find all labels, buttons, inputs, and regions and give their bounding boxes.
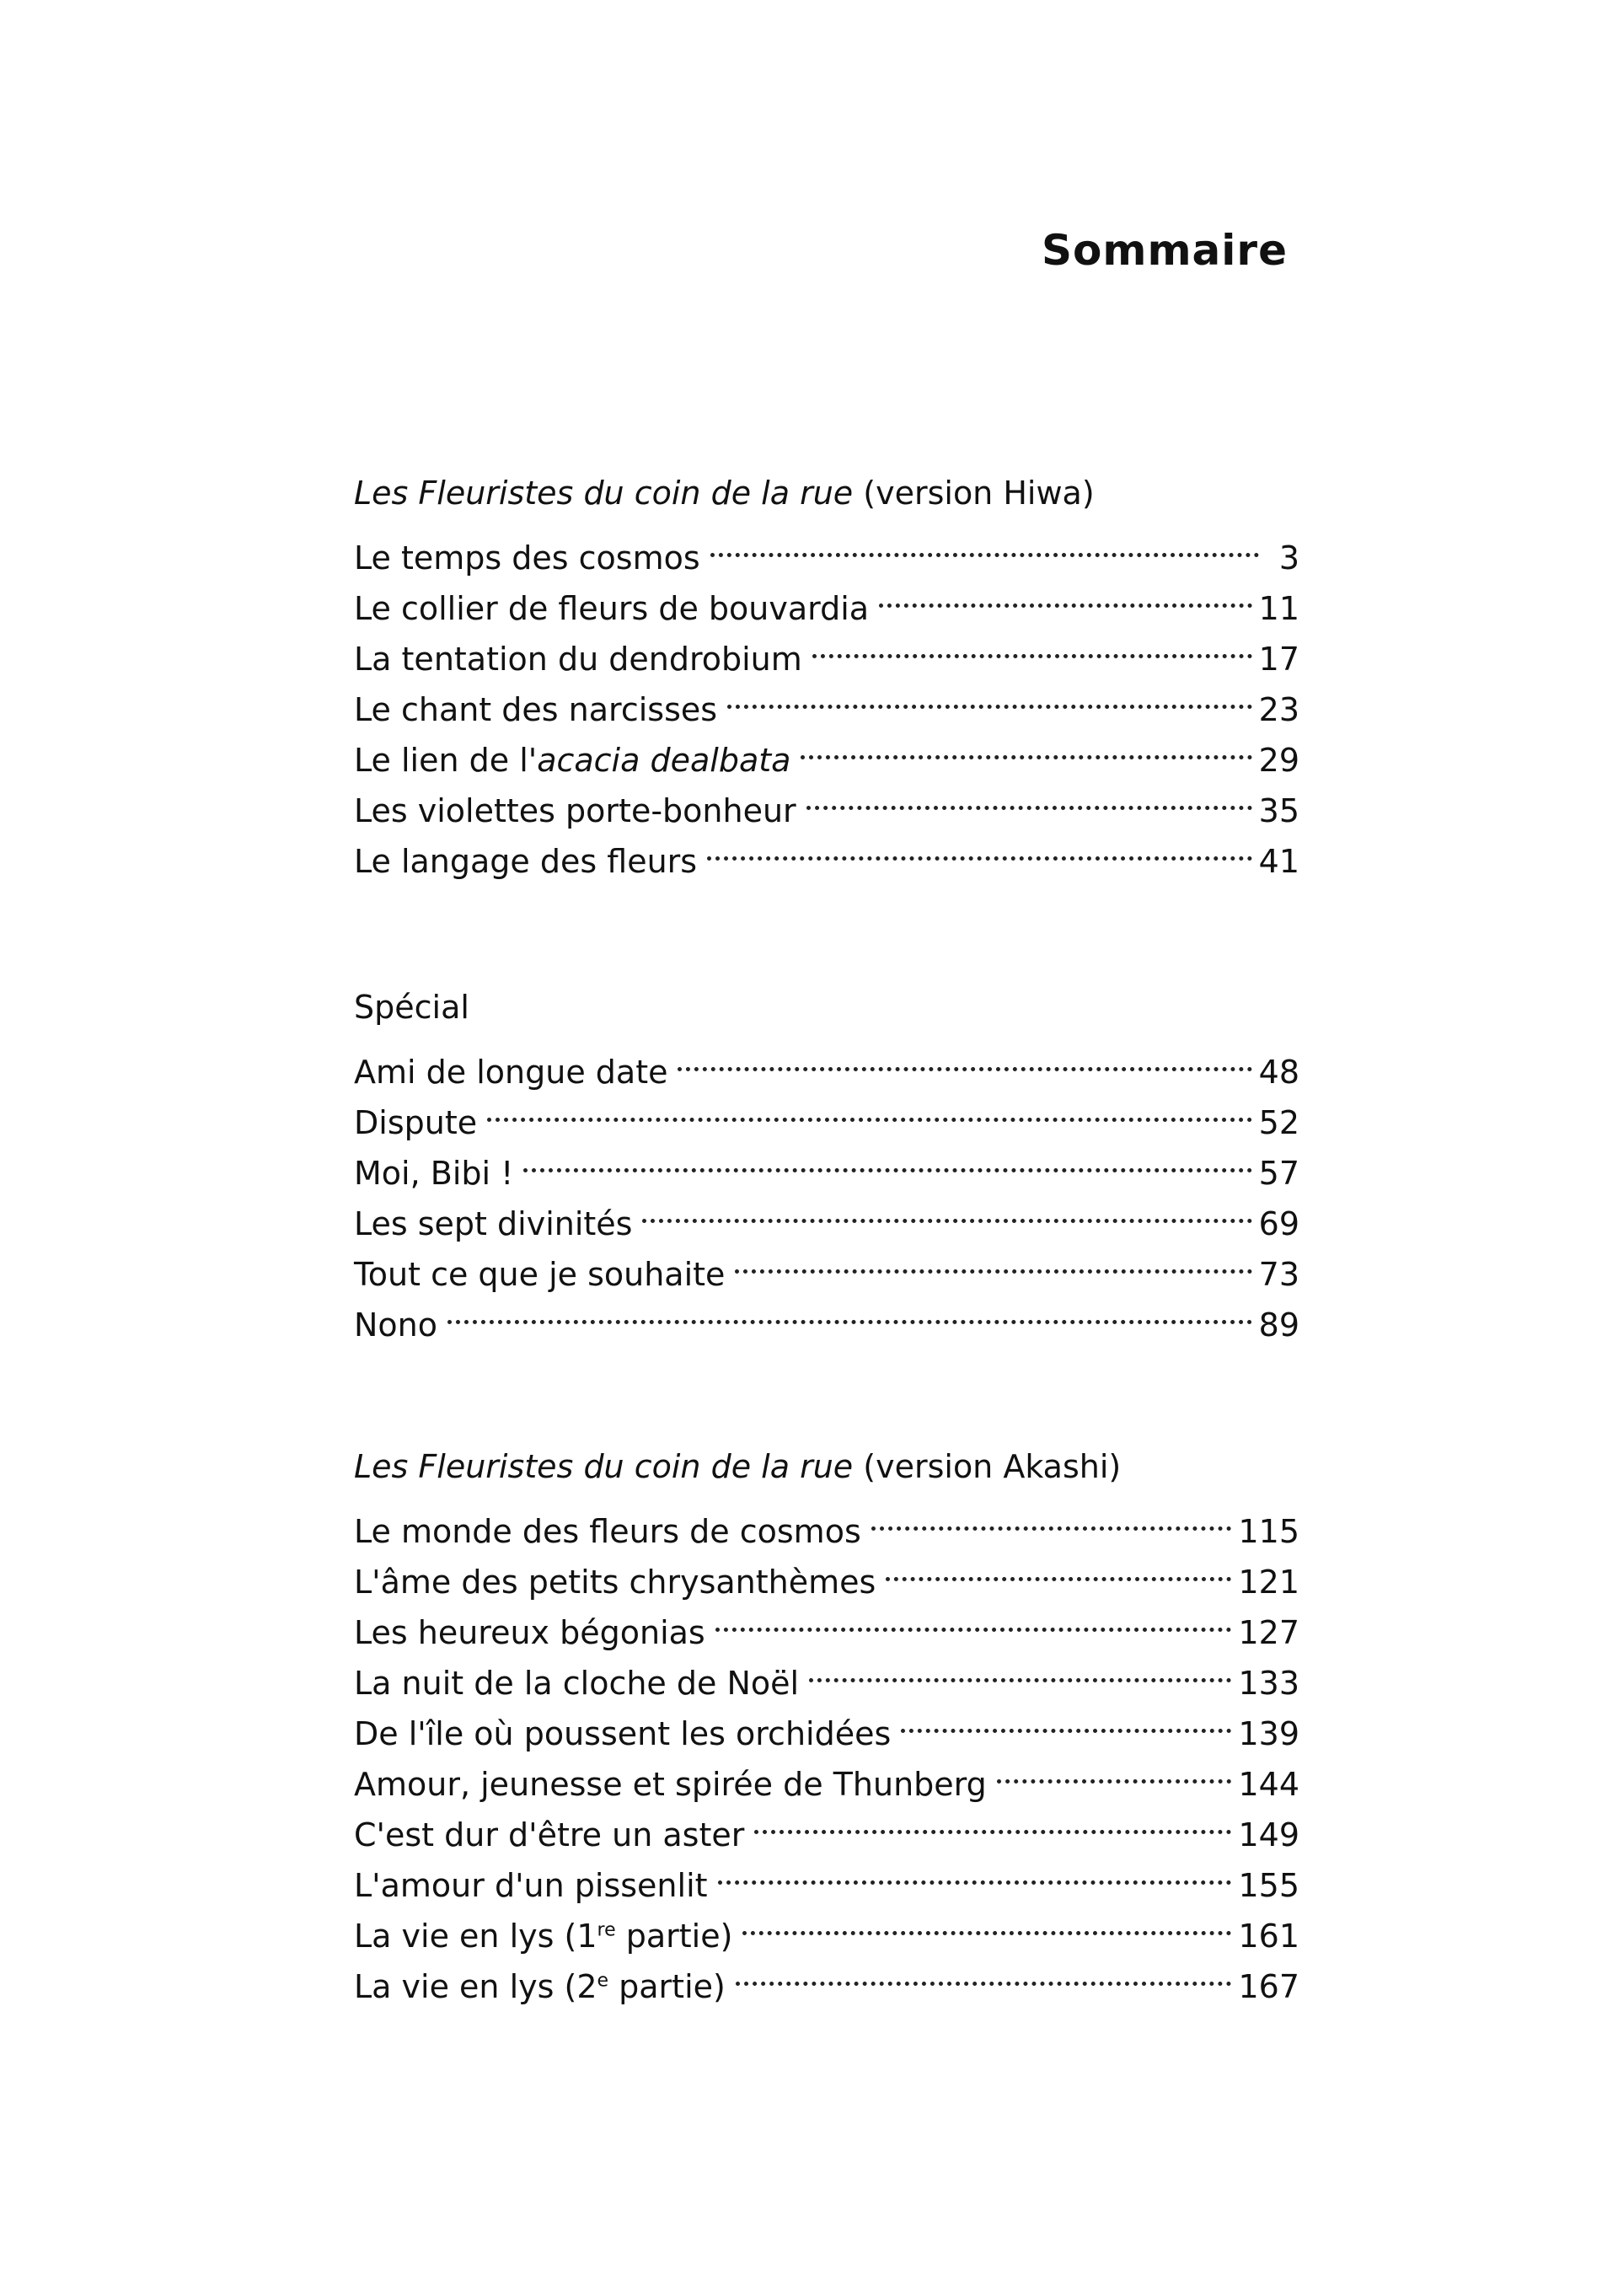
toc-page-number: 115 xyxy=(1238,1513,1299,1550)
toc-dot-leader xyxy=(754,1795,1231,1846)
toc-entry[interactable] xyxy=(354,1033,1299,1091)
section-heading-version: (version Akashi) xyxy=(853,1448,1122,1485)
toc-page-number: 139 xyxy=(1238,1715,1299,1752)
toc-page-number: 17 xyxy=(1258,641,1299,678)
toc-entry-title-italic: acacia dealbata xyxy=(537,742,791,779)
toc-page-number: 167 xyxy=(1238,1968,1299,2005)
toc-entry-title-end: partie) xyxy=(608,1968,726,2005)
toc-page-number: 127 xyxy=(1238,1614,1299,1651)
toc-dot-leader xyxy=(806,771,1252,822)
toc-entry-title: Le monde des fleurs de cosmos xyxy=(354,1513,861,1550)
toc-dot-leader xyxy=(718,1846,1232,1896)
toc-dot-leader xyxy=(735,1235,1251,1285)
toc-entry-title xyxy=(354,1961,726,2012)
toc-entry-title: Les sept divinités xyxy=(354,1205,633,1242)
toc-entry[interactable] xyxy=(354,1083,1299,1141)
toc-page-number: 144 xyxy=(1238,1766,1299,1803)
toc-dot-leader xyxy=(678,1033,1251,1083)
toc-entry-title: La nuit de la cloche de Noël xyxy=(354,1665,800,1702)
toc-entry-title-superscript: re xyxy=(597,1919,616,1941)
section-heading: Spécial xyxy=(354,989,469,1026)
toc-entry-title: Amour, jeunesse et spirée de Thunberg xyxy=(354,1766,987,1803)
toc-entry-title-start: La vie en lys (2 xyxy=(354,1968,597,2005)
toc-dot-leader xyxy=(707,822,1252,872)
toc-page-number: 57 xyxy=(1258,1155,1299,1192)
section-heading-series: Les Fleuristes du coin de la rue xyxy=(354,1448,854,1485)
toc-page-number: 48 xyxy=(1258,1054,1299,1091)
toc-dot-leader xyxy=(523,1134,1251,1184)
toc-dot-leader xyxy=(812,620,1252,670)
toc-dot-leader xyxy=(727,670,1252,721)
toc-entry-title: Le langage des fleurs xyxy=(354,843,698,880)
toc-entry-title: Tout ce que je souhaite xyxy=(354,1256,726,1293)
section-heading xyxy=(354,1441,1299,1492)
toc-entry-title: C'est dur d'être un aster xyxy=(354,1816,745,1853)
toc-page-number: 29 xyxy=(1258,742,1299,779)
toc-entry-title: La tentation du dendrobium xyxy=(354,641,802,678)
toc-page-number: 149 xyxy=(1238,1816,1299,1853)
toc-page-number: 73 xyxy=(1258,1256,1299,1293)
toc-entry-title: L'amour d'un pissenlit xyxy=(354,1867,708,1904)
toc-dot-leader xyxy=(809,1644,1231,1694)
toc-dot-leader xyxy=(901,1694,1231,1745)
toc-dot-leader xyxy=(879,569,1252,620)
toc-entry[interactable] xyxy=(354,1285,1299,1344)
toc-dot-leader xyxy=(487,1083,1252,1134)
toc-section-akashi xyxy=(354,1441,1299,2005)
toc-dot-leader xyxy=(871,1492,1232,1542)
toc-page-number: 161 xyxy=(1238,1918,1299,1955)
toc-entry-title-start: La vie en lys (1 xyxy=(354,1918,597,1955)
toc-dot-leader xyxy=(447,1285,1252,1336)
toc-entry-title: Le temps des cosmos xyxy=(354,539,700,577)
toc-page-number: 41 xyxy=(1258,843,1299,880)
toc-entry-title: Le collier de fleurs de bouvardia xyxy=(354,590,870,627)
toc-entry-title-plain: Le lien de l' xyxy=(354,742,538,779)
toc-entry-title: L'âme des petits chrysanthèmes xyxy=(354,1564,876,1601)
toc-entry[interactable] xyxy=(354,1134,1299,1192)
toc-entry-title: Ami de longue date xyxy=(354,1054,668,1091)
toc-entry-title xyxy=(354,1911,732,1961)
toc-page-number: 121 xyxy=(1238,1564,1299,1601)
toc-page-number: 11 xyxy=(1258,590,1299,627)
toc-entry[interactable] xyxy=(354,518,1299,577)
toc-dot-leader xyxy=(710,518,1259,569)
toc-page-number: 155 xyxy=(1238,1867,1299,1904)
toc-page-number: 35 xyxy=(1258,792,1299,829)
toc-dot-leader xyxy=(886,1542,1231,1593)
section-heading-version: (version Hiwa) xyxy=(853,475,1095,512)
toc-dot-leader xyxy=(736,1947,1232,1998)
toc-dot-leader xyxy=(642,1184,1251,1235)
toc-page-number: 52 xyxy=(1258,1104,1299,1141)
page-title: Sommaire xyxy=(1041,226,1288,275)
section-heading-series: Les Fleuristes du coin de la rue xyxy=(354,475,854,512)
toc-dot-leader xyxy=(801,721,1251,771)
toc-dot-leader xyxy=(715,1593,1232,1644)
toc-entry-title xyxy=(354,735,790,786)
toc-page-number: 89 xyxy=(1258,1306,1299,1344)
toc-section-special xyxy=(354,982,1299,1344)
toc-entry[interactable] xyxy=(354,1492,1299,1550)
toc-entry-title: De l'île où poussent les orchidées xyxy=(354,1715,892,1752)
toc-entry-title: Les violettes porte-bonheur xyxy=(354,792,796,829)
toc-page-number: 133 xyxy=(1238,1665,1299,1702)
toc-page-number: 23 xyxy=(1258,691,1299,728)
toc-entry-title: Dispute xyxy=(354,1104,478,1141)
toc-entry-title: Le chant des narcisses xyxy=(354,691,718,728)
toc-entry-title-superscript: e xyxy=(597,1970,609,1992)
toc-entry-title: Les heureux bégonias xyxy=(354,1614,705,1651)
toc-entry-title: Moi, Bibi ! xyxy=(354,1155,514,1192)
toc-section-hiwa xyxy=(354,468,1299,880)
toc-entry-title-end: partie) xyxy=(615,1918,733,1955)
section-heading xyxy=(354,468,1299,518)
toc-entry-title: Nono xyxy=(354,1306,438,1344)
toc-page-number: 3 xyxy=(1278,539,1299,577)
toc-page-number: 69 xyxy=(1258,1205,1299,1242)
toc-dot-leader xyxy=(997,1745,1232,1795)
toc-dot-leader xyxy=(742,1896,1231,1947)
